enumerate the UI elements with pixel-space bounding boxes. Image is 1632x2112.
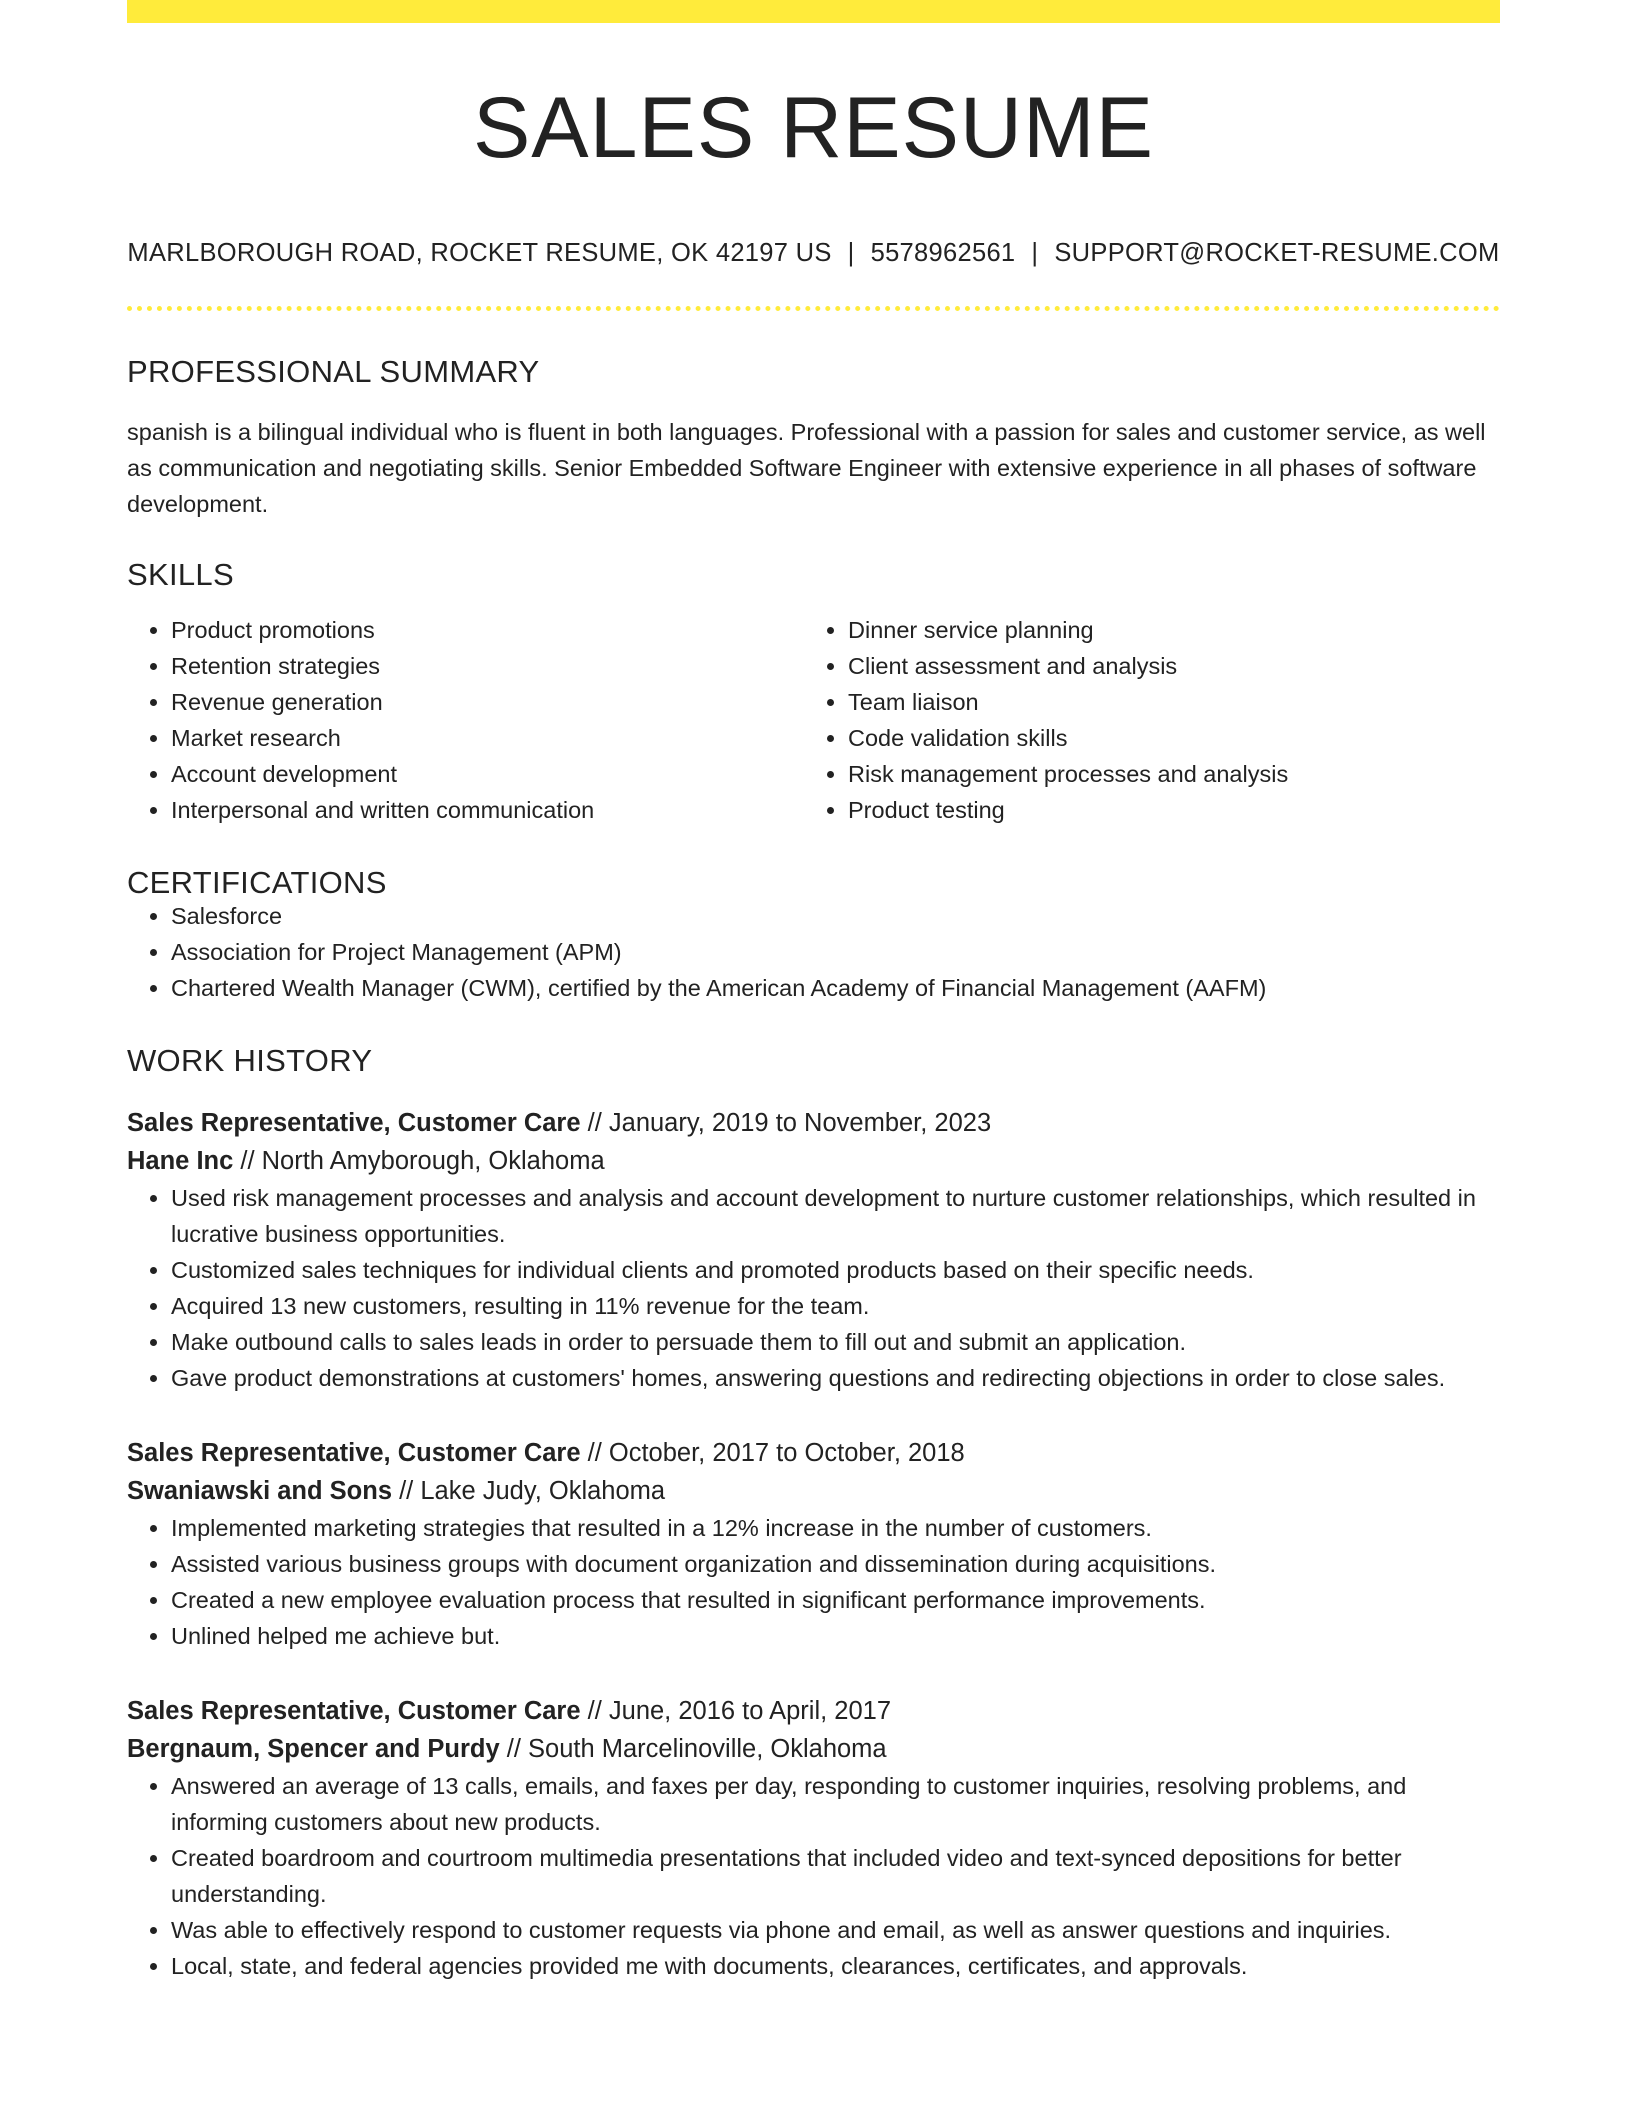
job-bullet: • Created boardroom and courtroom multimedia presentations that included video and text-synced depositions for better understanding. — [171, 1840, 1500, 1912]
skill-item: • Team liaison — [848, 684, 1481, 720]
contact-separator: | — [847, 239, 855, 267]
contact-email: SUPPORT@ROCKET-RESUME.COM — [1054, 239, 1500, 267]
skills-grid — [127, 612, 1500, 828]
skill-item: • Revenue generation — [171, 684, 804, 720]
job-bullet: • Gave product demonstrations at customers' homes, answering questions and redirecting objections in order to close sales. — [171, 1360, 1500, 1396]
summary-heading: PROFESSIONAL SUMMARY — [127, 353, 540, 389]
job-bullets — [127, 1180, 1500, 1396]
job-bullet: • Answered an average of 13 calls, emails, and faxes per day, responding to customer inquiries, resolving problems, and informing customers about new products. — [171, 1768, 1500, 1840]
contact-address: MARLBOROUGH ROAD, ROCKET RESUME, OK 42197 US — [127, 239, 832, 267]
work-history-heading: WORK HISTORY — [127, 1042, 373, 1078]
skills-column-right — [804, 612, 1481, 828]
skill-item: • Interpersonal and written communication — [171, 792, 804, 828]
job-bullet: • Acquired 13 new customers, resulting in 11% revenue for the team. — [171, 1288, 1500, 1324]
job-location: // South Marcelinoville, Oklahoma — [499, 1734, 887, 1763]
job-title-line — [127, 1692, 1500, 1730]
contact-separator: | — [1031, 239, 1039, 267]
job-title: Sales Representative, Customer Care — [127, 1108, 581, 1137]
accent-top-bar — [127, 0, 1500, 23]
skill-item: • Risk management processes and analysis — [848, 756, 1481, 792]
skills-list-right — [804, 612, 1481, 828]
summary-text: spanish is a bilingual individual who is fluent in both languages. Professional with a passion for sales and customer service, as well as communication and negotiating skills. Senior Embedded Software Engineer with extensive experience in all phases of software development. — [127, 418, 1486, 517]
job-title: Sales Representative, Customer Care — [127, 1438, 581, 1467]
job-bullet: • Assisted various business groups with document organization and dissemination during acquisitions. — [171, 1546, 1500, 1582]
skills-column-left — [127, 612, 804, 828]
contact-phone: 5578962561 — [870, 239, 1016, 267]
dotted-divider — [127, 306, 1500, 311]
job-bullet: • Implemented marketing strategies that resulted in a 12% increase in the number of customers. — [171, 1510, 1500, 1546]
job-company: Hane Inc — [127, 1146, 234, 1175]
job-company: Bergnaum, Spencer and Purdy — [127, 1734, 500, 1763]
resume-page — [127, 0, 1500, 1984]
job-bullet: • Unlined helped me achieve but. — [171, 1618, 1500, 1654]
job-bullets — [127, 1510, 1500, 1654]
skills-list-left — [127, 612, 804, 828]
skill-item: • Dinner service planning — [848, 612, 1481, 648]
job-bullet: • Make outbound calls to sales leads in order to persuade them to fill out and submit an application. — [171, 1324, 1500, 1360]
certification-item: • Salesforce — [171, 898, 1500, 934]
job-title-line — [127, 1434, 1500, 1472]
job-bullet: • Local, state, and federal agencies provided me with documents, clearances, certificates, and approvals. — [171, 1948, 1500, 1984]
certifications-heading: CERTIFICATIONS — [127, 864, 387, 900]
contact-line — [127, 241, 1500, 267]
certification-item: • Chartered Wealth Manager (CWM), certified by the American Academy of Financial Management (AAFM) — [171, 970, 1500, 1006]
job-company: Swaniawski and Sons — [127, 1476, 392, 1505]
skill-item: • Client assessment and analysis — [848, 648, 1481, 684]
certification-item: • Association for Project Management (APM) — [171, 934, 1500, 970]
skill-item: • Product promotions — [171, 612, 804, 648]
job-entry — [127, 1104, 1500, 1396]
job-entry — [127, 1434, 1500, 1654]
job-company-line — [127, 1472, 1500, 1510]
job-dates: // January, 2019 to November, 2023 — [580, 1108, 992, 1137]
job-title-line — [127, 1104, 1500, 1142]
job-company-line — [127, 1142, 1500, 1180]
skill-item: • Code validation skills — [848, 720, 1481, 756]
job-bullet: • Used risk management processes and analysis and account development to nurture customer relationships, which resulted in lucrative business opportunities. — [171, 1180, 1500, 1252]
job-bullet: • Created a new employee evaluation process that resulted in significant performance improvements. — [171, 1582, 1500, 1618]
skill-item: • Retention strategies — [171, 648, 804, 684]
skills-heading: SKILLS — [127, 556, 234, 592]
skill-item: • Product testing — [848, 792, 1481, 828]
job-bullet: • Was able to effectively respond to customer requests via phone and email, as well as answer questions and inquiries. — [171, 1912, 1500, 1948]
certifications-list — [127, 898, 1500, 1006]
job-entry — [127, 1692, 1500, 1984]
resume-title: SALES RESUME — [472, 80, 1155, 176]
job-title: Sales Representative, Customer Care — [127, 1696, 581, 1725]
job-dates: // June, 2016 to April, 2017 — [580, 1696, 892, 1725]
job-bullets — [127, 1768, 1500, 1984]
job-company-line — [127, 1730, 1500, 1768]
job-dates: // October, 2017 to October, 2018 — [580, 1438, 965, 1467]
skill-item: • Market research — [171, 720, 804, 756]
job-bullet: • Customized sales techniques for individual clients and promoted products based on their specific needs. — [171, 1252, 1500, 1288]
job-location: // Lake Judy, Oklahoma — [392, 1476, 666, 1505]
job-location: // North Amyborough, Oklahoma — [233, 1146, 605, 1175]
skill-item: • Account development — [171, 756, 804, 792]
